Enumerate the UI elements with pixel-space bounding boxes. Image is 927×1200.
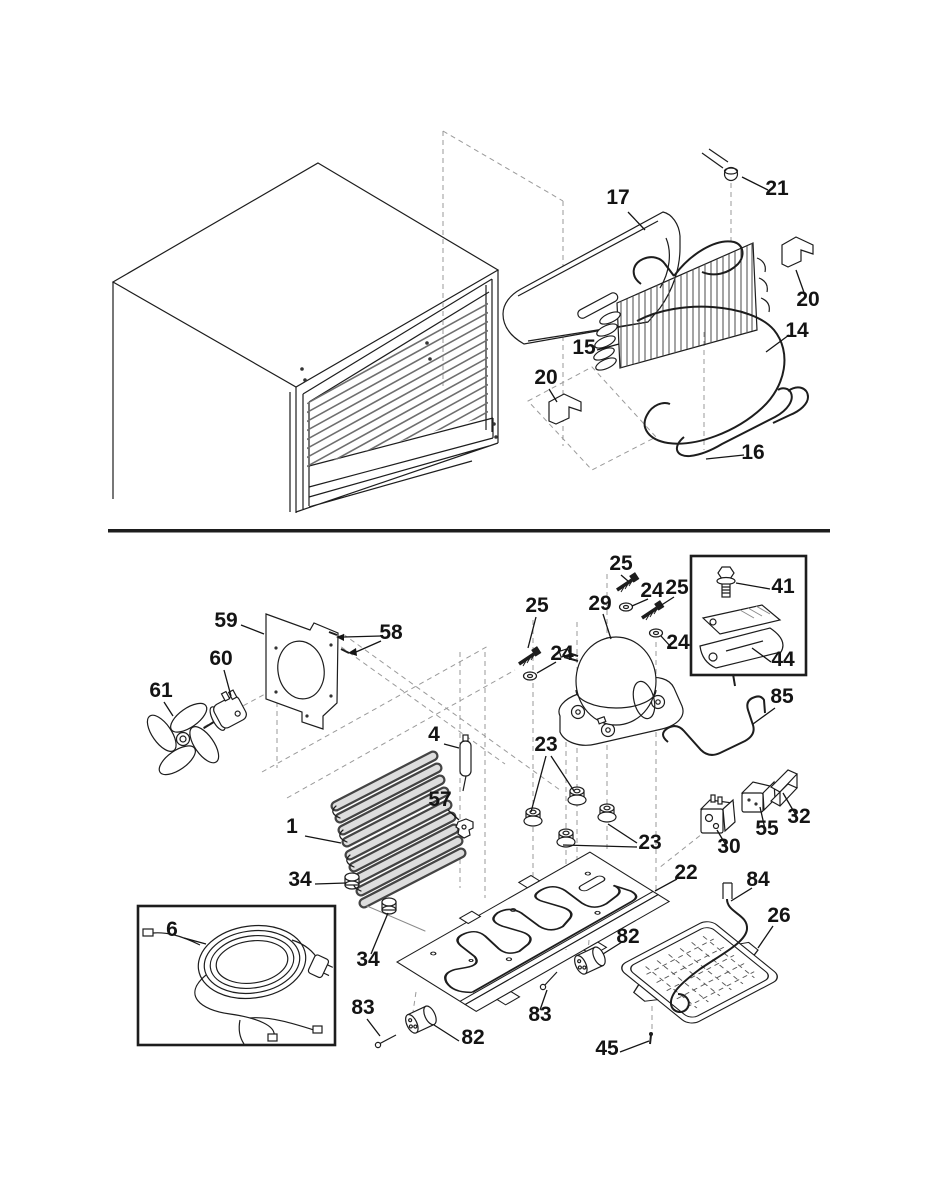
grommet-34-upper — [345, 873, 359, 889]
callout-14: 14 — [785, 319, 809, 342]
callout-24-right: 24 — [666, 631, 690, 654]
bracket-32 — [771, 770, 797, 806]
callout-25-top: 25 — [609, 552, 633, 575]
callout-23-right: 23 — [638, 831, 662, 854]
compressor — [559, 637, 683, 745]
evaporator-cover — [503, 212, 680, 344]
bracket-20-right — [782, 237, 813, 267]
callout-85: 85 — [770, 685, 794, 708]
callout-83-right: 83 — [528, 1003, 552, 1026]
callout-45: 45 — [595, 1037, 619, 1060]
callout-25-left: 25 — [525, 594, 549, 617]
grommets-23 — [524, 787, 616, 847]
callout-4: 4 — [428, 723, 440, 746]
callout-82-left: 82 — [461, 1026, 485, 1049]
condenser-coil — [333, 756, 461, 931]
callout-26: 26 — [767, 904, 791, 927]
callout-20-left: 20 — [534, 366, 558, 389]
callout-84: 84 — [746, 868, 770, 891]
callout-58: 58 — [379, 621, 403, 644]
callout-44: 44 — [771, 648, 795, 671]
callout-30: 30 — [717, 835, 741, 858]
callout-41: 41 — [771, 575, 795, 598]
freezer-shelf-fins — [295, 297, 500, 518]
callout-24-left: 24 — [550, 642, 574, 665]
screw-83-left — [375, 1035, 396, 1048]
callout-60: 60 — [209, 647, 233, 670]
callout-20-right: 20 — [796, 288, 820, 311]
callout-16: 16 — [741, 441, 765, 464]
drier-4 — [460, 735, 471, 791]
callout-83-left: 83 — [351, 996, 375, 1019]
callout-23-top: 23 — [534, 733, 558, 756]
callout-59: 59 — [214, 609, 238, 632]
callout-32: 32 — [787, 805, 811, 828]
grommet-21 — [702, 149, 738, 181]
callout-6: 6 — [166, 918, 178, 941]
callout-22: 22 — [674, 861, 698, 884]
clip-57 — [456, 819, 473, 838]
roller-82-left — [403, 1004, 439, 1035]
section-divider — [108, 529, 830, 533]
callout-1: 1 — [286, 815, 298, 838]
screw-45 — [649, 1032, 653, 1044]
callout-34-lower: 34 — [356, 948, 380, 971]
callout-57: 57 — [428, 788, 452, 811]
relay-30 — [701, 795, 735, 833]
relay-cover-55 — [742, 782, 775, 812]
callout-61: 61 — [149, 679, 173, 702]
refrigerator-cabinet — [113, 163, 500, 518]
screw-83-right — [540, 972, 557, 990]
callout-82-right: 82 — [616, 925, 640, 948]
callout-25-right: 25 — [665, 576, 689, 599]
callout-55: 55 — [755, 817, 779, 840]
bracket-20-left — [549, 394, 581, 424]
callout-21: 21 — [765, 177, 789, 200]
callout-24-top: 24 — [640, 579, 664, 602]
callout-29: 29 — [588, 592, 612, 615]
callout-17: 17 — [606, 186, 630, 209]
grommet-34-lower — [382, 898, 396, 914]
callout-15: 15 — [572, 336, 596, 359]
callout-34-upper: 34 — [288, 868, 312, 891]
